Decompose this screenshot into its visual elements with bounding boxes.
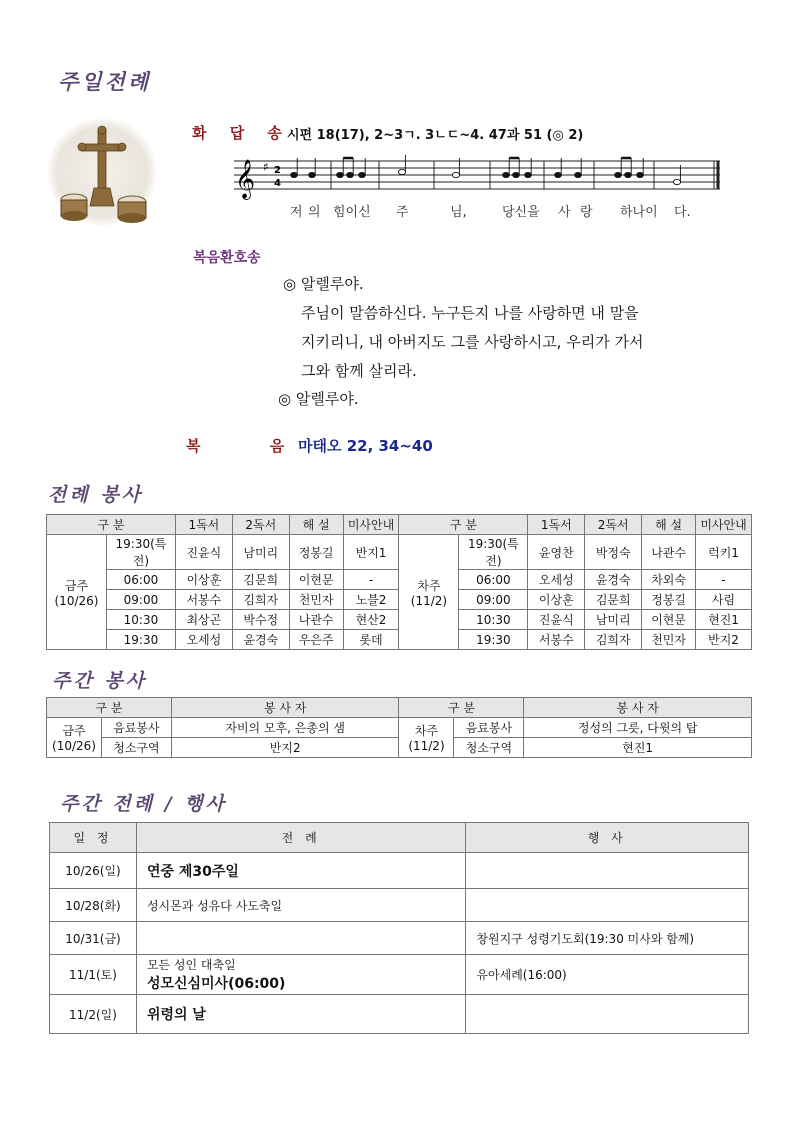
psalm-label: 화 답 송 <box>192 124 291 142</box>
guide-cell: 사림 <box>696 590 752 610</box>
psalm-lyrics <box>290 201 710 220</box>
psalm-reference: 시편 18(17), 2~3ㄱ. 3ㄴㄷ~4. 47과 51 (◎ 2) <box>287 128 584 143</box>
service-type-cell: 청소구역 <box>454 738 524 758</box>
col-header: 일 정 <box>50 823 137 853</box>
page-title: 주일전례 <box>58 69 152 94</box>
guide-cell: 현산2 <box>343 610 399 630</box>
reader2-cell: 윤경숙 <box>585 570 642 590</box>
server-cell: 자비의 모후, 은총의 샘 <box>171 718 399 738</box>
reader2-cell: 김희자 <box>585 630 642 650</box>
group-cell <box>47 718 102 758</box>
liturgy-service-table <box>46 514 752 650</box>
schedule-table <box>49 822 749 1034</box>
liturgy-cell <box>136 922 465 955</box>
reader1-cell: 서봉수 <box>175 590 232 610</box>
altar-cross-image <box>44 116 160 228</box>
acclamation-label: 복음환호송 <box>193 250 261 266</box>
col-header: 봉 사 자 <box>524 698 752 718</box>
table-header-row <box>47 515 752 535</box>
guide-cell: 반지2 <box>696 630 752 650</box>
col-header: 전 례 <box>136 823 465 853</box>
lyric-syllable: 다. <box>674 205 691 220</box>
col-header: 1독서 <box>528 515 585 535</box>
lyric-syllable: 사 <box>558 205 571 220</box>
event-cell <box>466 889 749 922</box>
reader1-cell: 진윤식 <box>175 535 232 570</box>
acclamation-line: 주님이 말씀하신다. 누구든지 나를 사랑하면 내 말을 <box>301 304 639 322</box>
group-date: (10/26) <box>54 593 99 608</box>
table-row <box>50 955 749 995</box>
candle-left-icon <box>61 194 87 221</box>
service-type-cell: 청소구역 <box>101 738 171 758</box>
event-cell <box>466 995 749 1034</box>
commentator-cell: 천민자 <box>289 590 343 610</box>
sharp-icon: ♯ <box>263 160 269 174</box>
group-cell <box>399 718 454 758</box>
reader2-cell: 김문희 <box>585 590 642 610</box>
commentator-cell: 정봉길 <box>289 535 343 570</box>
lyric-syllable: 하나이 <box>620 205 658 220</box>
lyric-syllable: 힘이신 <box>333 205 371 220</box>
time-cell: 10:30 <box>106 610 175 630</box>
lyric-syllable: 의 <box>308 205 321 220</box>
reader1-cell: 이상훈 <box>175 570 232 590</box>
time-cell: 19:30(특전) <box>106 535 175 570</box>
guide-cell: 롯데 <box>343 630 399 650</box>
time-cell: 09:00 <box>106 590 175 610</box>
guide-cell: - <box>696 570 752 590</box>
guide-cell: 노블2 <box>343 590 399 610</box>
time-cell: 19:30 <box>459 630 528 650</box>
reader2-cell: 윤경숙 <box>232 630 289 650</box>
group-name: 차주 <box>414 724 439 738</box>
group-name: 차주 <box>417 578 441 593</box>
reader1-cell: 서봉수 <box>528 630 585 650</box>
guide-cell: - <box>343 570 399 590</box>
commentator-cell: 우은주 <box>289 630 343 650</box>
time-cell: 10:30 <box>459 610 528 630</box>
gospel-reference: 마태오 22, 34~40 <box>298 437 433 455</box>
reader2-cell: 김희자 <box>232 590 289 610</box>
guide-cell: 현진1 <box>696 610 752 630</box>
liturgy-note: 모든 성인 대축일 <box>146 958 236 972</box>
date-cell: 11/1(토) <box>50 955 137 995</box>
acclamation-line: 지키리니, 내 아버지도 그를 사랑하시고, 우리가 가서 <box>301 333 644 351</box>
table-row <box>50 853 749 889</box>
candle-right-icon <box>118 196 146 223</box>
liturgy-cell <box>136 955 465 995</box>
reader2-cell: 남미리 <box>585 610 642 630</box>
liturgy-service-title: 전례 봉사 <box>48 484 144 506</box>
event-cell: 유아세례(16:00) <box>466 955 749 995</box>
reader2-cell: 박수정 <box>232 610 289 630</box>
liturgy-note: 성시몬과 성유다 사도축일 <box>146 898 283 913</box>
liturgy-title: 성모신심미사(06:00) <box>146 976 286 992</box>
liturgy-cell <box>136 889 465 922</box>
col-header: 1독서 <box>175 515 232 535</box>
reader1-cell: 이상훈 <box>528 590 585 610</box>
svg-text:2: 2 <box>274 165 281 176</box>
liturgy-cell <box>136 853 465 889</box>
group-name: 금주 <box>64 578 89 593</box>
table-header-row <box>50 823 749 853</box>
event-cell: 창원지구 성령기도회(19:30 미사와 함께) <box>466 922 749 955</box>
date-cell: 10/26(일) <box>50 853 137 889</box>
col-header: 2독서 <box>232 515 289 535</box>
reader1-cell: 오세성 <box>175 630 232 650</box>
col-header: 해 설 <box>289 515 343 535</box>
reader2-cell: 박정숙 <box>585 535 642 570</box>
col-header: 2독서 <box>585 515 642 535</box>
time-cell: 06:00 <box>106 570 175 590</box>
lyric-syllable: 랑 <box>580 205 593 220</box>
commentator-cell: 나관수 <box>289 610 343 630</box>
gospel-label: 복 음 <box>186 437 297 455</box>
reader1-cell: 오세성 <box>528 570 585 590</box>
group-date: (10/26) <box>52 739 96 753</box>
service-type-cell: 음료봉사 <box>454 718 524 738</box>
reader1-cell: 최상곤 <box>175 610 232 630</box>
col-header: 구 분 <box>399 698 524 718</box>
date-cell: 10/31(금) <box>50 922 137 955</box>
liturgy-title: 위령의 날 <box>146 1007 206 1023</box>
time-cell: 06:00 <box>459 570 528 590</box>
col-header: 해 설 <box>642 515 696 535</box>
acclamation-alleluia-end: ◎ 알렐루야. <box>278 390 359 408</box>
table-row <box>50 995 749 1034</box>
weekly-service-title: 주간 봉사 <box>52 670 148 692</box>
acclamation-alleluia: ◎ 알렐루야. <box>283 275 364 293</box>
col-header: 구 분 <box>47 698 172 718</box>
guide-cell: 반지1 <box>343 535 399 570</box>
group-date: (11/2) <box>410 593 448 608</box>
reader1-cell: 진윤식 <box>528 610 585 630</box>
group-date: (11/2) <box>408 739 445 753</box>
col-header: 구 분 <box>47 515 176 535</box>
reader2-cell: 김문희 <box>232 570 289 590</box>
date-cell: 10/28(화) <box>50 889 137 922</box>
col-header: 행 사 <box>466 823 749 853</box>
reader2-cell: 남미리 <box>232 535 289 570</box>
service-type-cell: 음료봉사 <box>101 718 171 738</box>
reader1-cell: 윤영찬 <box>528 535 585 570</box>
time-cell: 19:30 <box>106 630 175 650</box>
commentator-cell: 이현문 <box>289 570 343 590</box>
date-cell: 11/2(일) <box>50 995 137 1034</box>
time-cell: 19:30(특전) <box>459 535 528 570</box>
server-cell: 정성의 그릇, 다윗의 탑 <box>524 718 752 738</box>
group-name: 금주 <box>62 724 86 738</box>
commentator-cell: 차외숙 <box>642 570 696 590</box>
commentator-cell: 이현문 <box>642 610 696 630</box>
col-header: 구 분 <box>399 515 528 535</box>
music-staff <box>234 155 724 201</box>
col-header: 봉 사 자 <box>171 698 399 718</box>
table-row <box>50 922 749 955</box>
group-cell <box>399 535 459 650</box>
table-row <box>50 889 749 922</box>
col-header: 미사안내 <box>343 515 399 535</box>
table-row <box>47 718 752 738</box>
weekly-service-table <box>46 697 752 758</box>
acclamation-line: 그와 함께 살리라. <box>301 362 417 380</box>
time-cell: 09:00 <box>459 590 528 610</box>
lyric-syllable: 저 <box>290 205 303 220</box>
schedule-title: 주간 전례 / 행사 <box>60 793 227 815</box>
server-cell: 반지2 <box>171 738 399 758</box>
server-cell: 현진1 <box>524 738 752 758</box>
group-cell <box>47 535 107 650</box>
lyric-syllable: 당신을 <box>502 205 540 220</box>
liturgy-title: 연중 제30주일 <box>146 863 239 880</box>
commentator-cell: 천민자 <box>642 630 696 650</box>
table-header-row <box>47 698 752 718</box>
guide-cell: 럭키1 <box>696 535 752 570</box>
lyric-syllable: 주 <box>396 205 409 220</box>
event-cell <box>466 853 749 889</box>
lyric-syllable: 님, <box>450 205 467 220</box>
liturgy-cell <box>136 995 465 1034</box>
commentator-cell: 나관수 <box>642 535 696 570</box>
table-row <box>47 535 752 570</box>
svg-text:4: 4 <box>274 178 281 189</box>
col-header: 미사안내 <box>696 515 752 535</box>
commentator-cell: 정봉길 <box>642 590 696 610</box>
treble-clef-icon: 𝄞 <box>235 159 256 199</box>
